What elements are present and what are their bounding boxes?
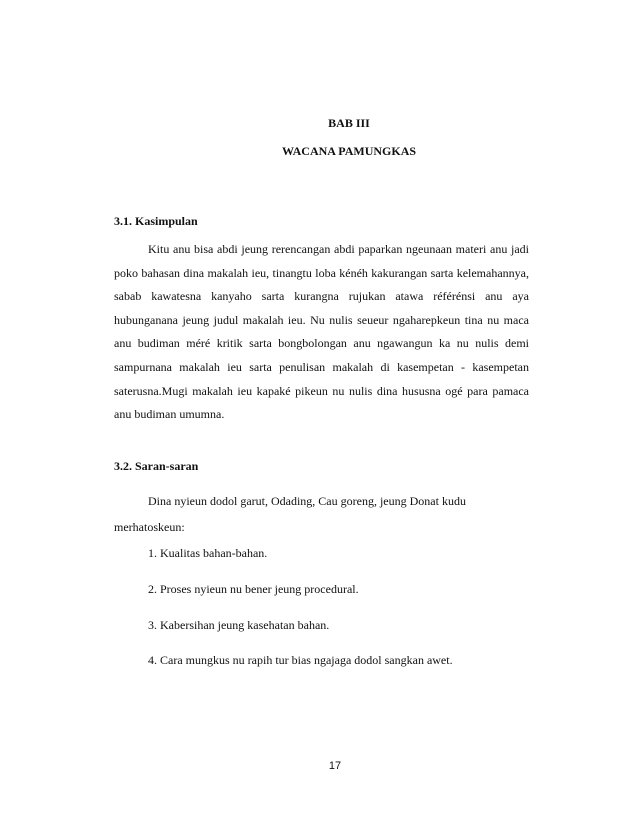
saran-paragraph [114, 488, 529, 540]
list-item: 2. Proses nyieun nu bener jeung procedural. [148, 581, 359, 596]
section-heading-saran: 3.2. Saran-saran [114, 459, 199, 473]
paragraph-line: sabab kawatesna kanyaho sarta kurangna rujukan atawa référénsi anu aya [114, 289, 529, 304]
paragraph-line: merhatoskeun: [114, 520, 185, 534]
page-number: 17 [328, 760, 342, 772]
saran-list [148, 545, 453, 688]
chapter-number: BAB III [328, 116, 370, 130]
paragraph-line: saterusna.Mugi makalah ieu kapaké pikeun nu nulis dina hususna ogé para pamaca [114, 383, 529, 398]
paragraph-line: Dina nyieun dodol garut, Odading, Cau goreng, jeung Donat kudu [148, 494, 466, 508]
list-item: 4. Cara mungkus nu rapih tur bias ngajaga dodol sangkan awet. [148, 653, 453, 668]
list-item: 3. Kabersihan jeung kasehatan bahan. [148, 617, 330, 632]
kasimpulan-paragraph [114, 238, 529, 427]
chapter-title: WACANA PAMUNGKAS [281, 144, 417, 158]
paragraph-line: poko bahasan dina makalah ieu, tinangtu loba kénéh kakurangan sarta kelemahannya, [114, 265, 529, 280]
list-item: 1. Kualitas bahan-bahan. [148, 546, 268, 560]
paragraph-line: anu budiman méré kritik sarta bongbolongan anu ngawangun ka nu nulis demi [114, 336, 529, 351]
section-heading-kasimpulan: 3.1. Kasimpulan [114, 214, 198, 228]
paragraph-line: anu budiman umumna. [114, 407, 225, 422]
paragraph-line: hubunganana jeung judul makalah ieu. Nu nulis seueur ngaharepkeun tina nu maca [114, 312, 529, 327]
paragraph-line: sampurnana makalah ieu sarta penulisan makalah di kasempetan - kasempetan [114, 359, 529, 374]
paragraph-line: Kitu anu bisa abdi jeung rerencangan abdi paparkan ngeunaan materi anu jadi [148, 242, 529, 256]
